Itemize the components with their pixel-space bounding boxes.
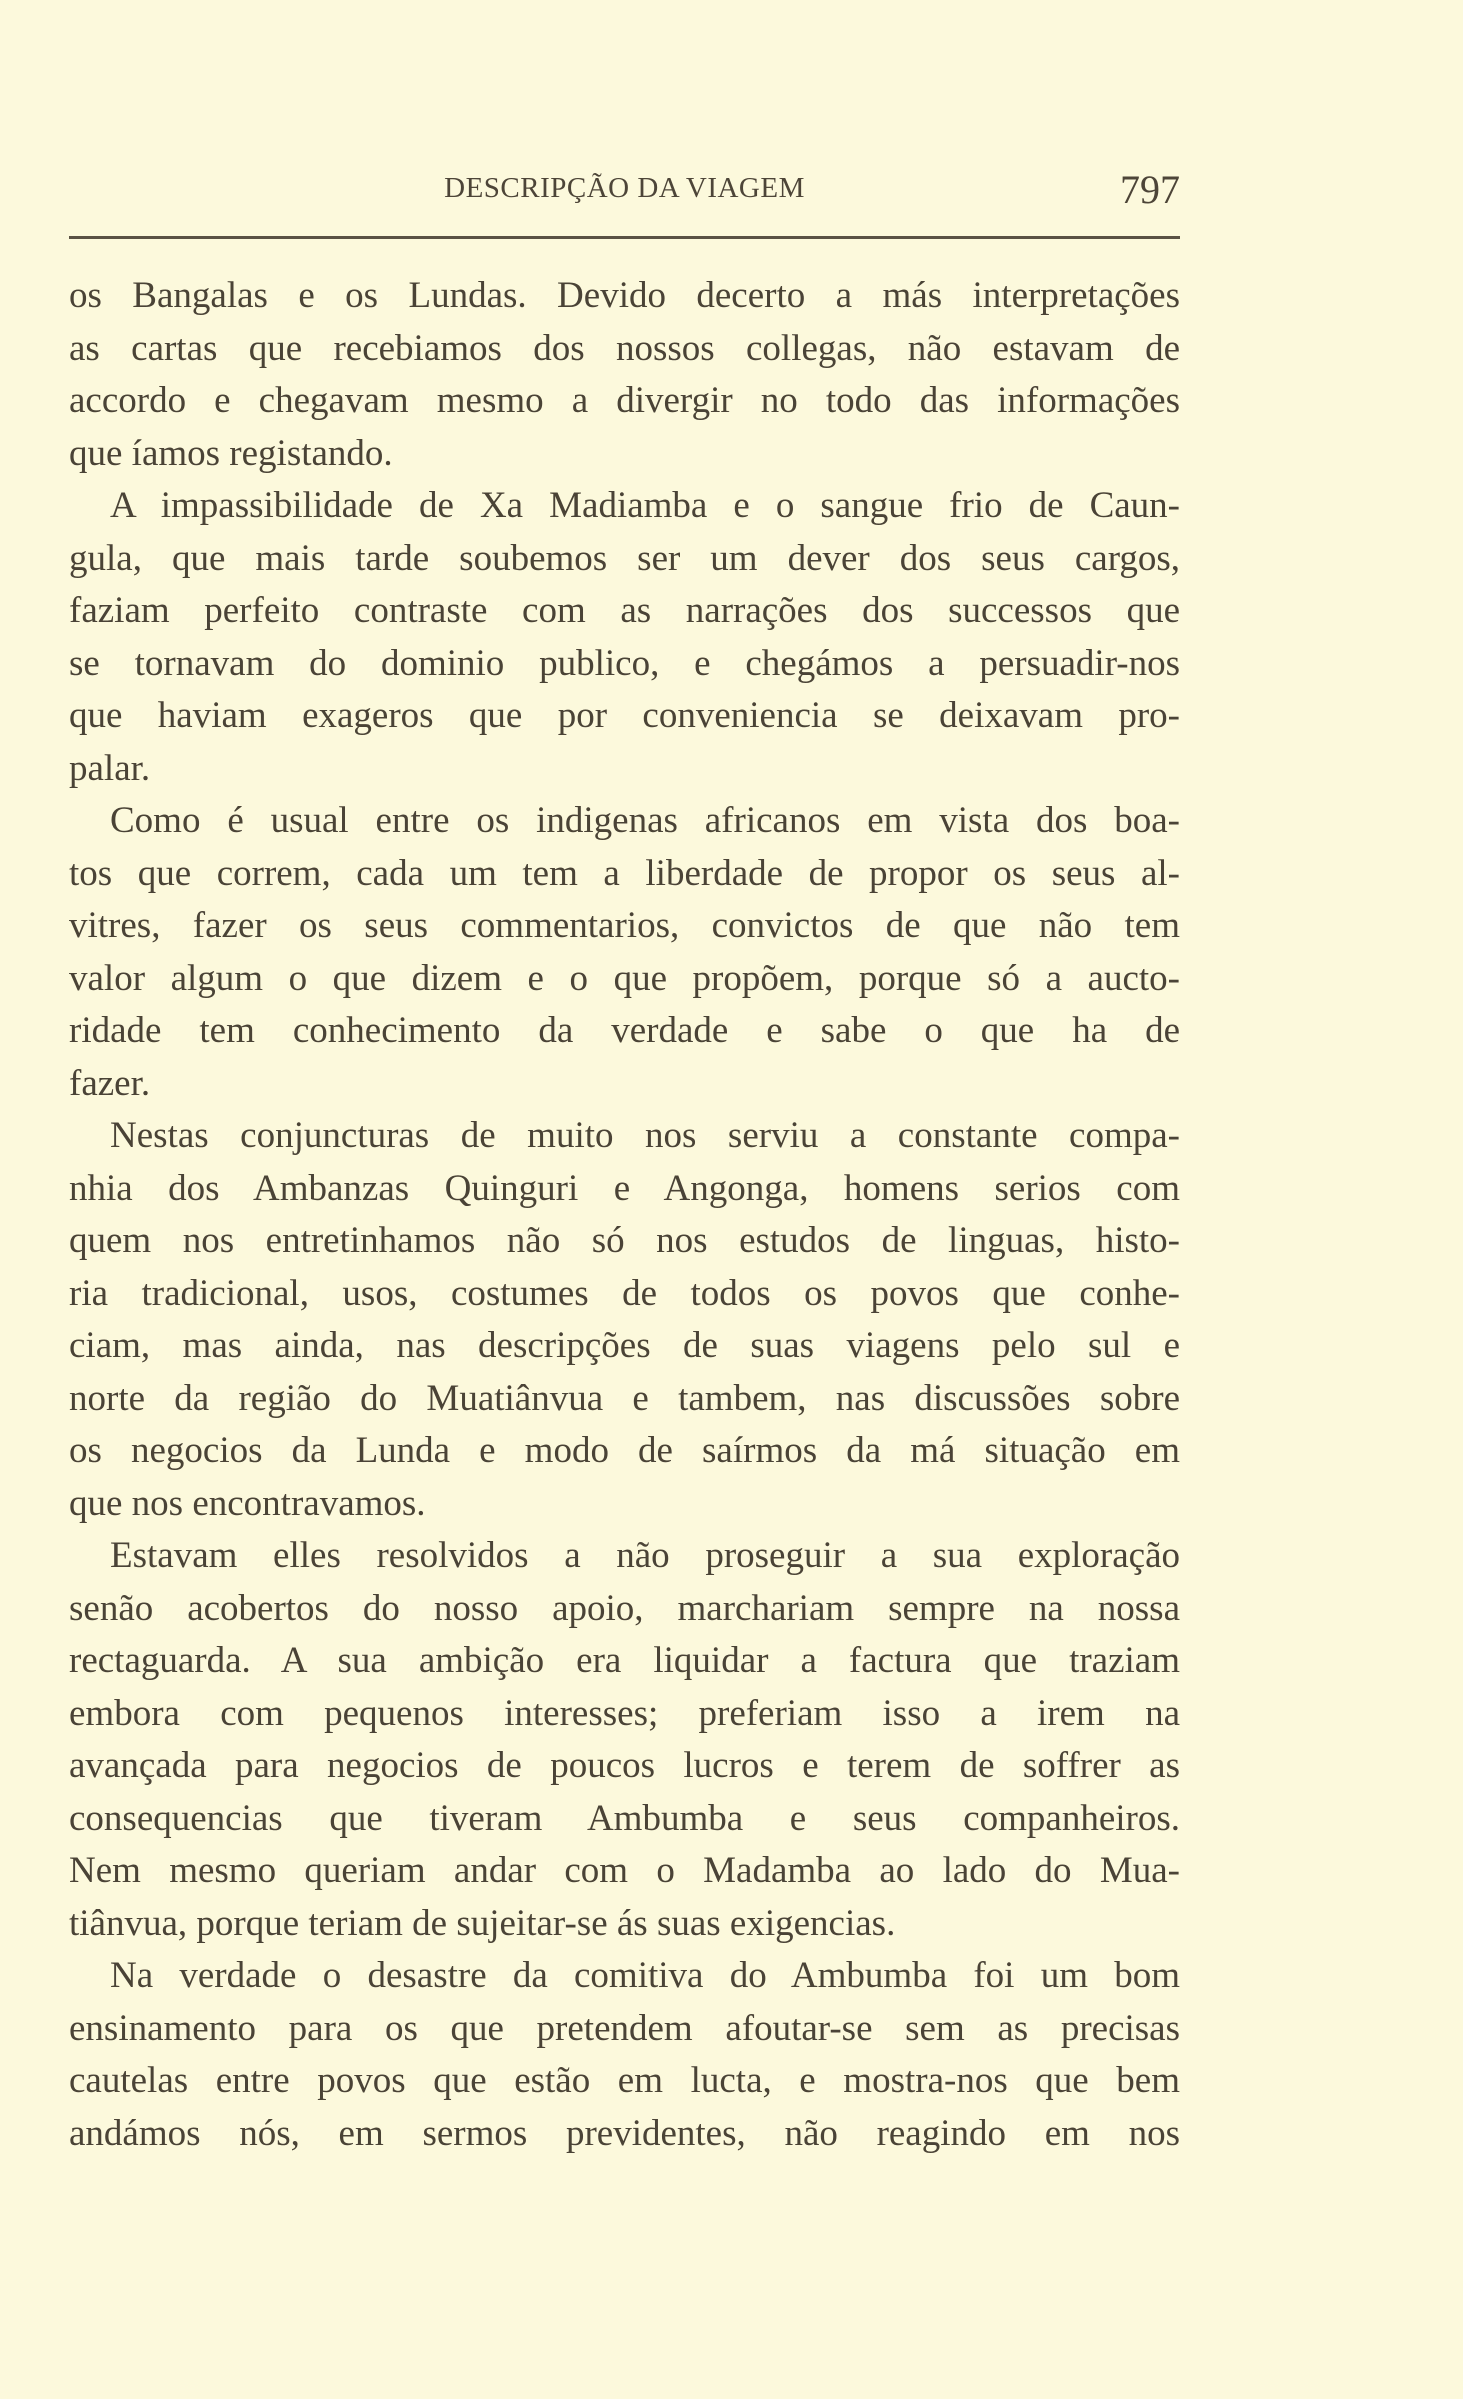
text-line: accordo e chegavam mesmo a divergir no todo das informações: [69, 380, 1180, 421]
text-line: fazer.: [69, 1062, 151, 1104]
text-line: A impassibilidade de Xa Madiamba e o sangue frio de Caun-: [110, 485, 1180, 526]
text-line: consequencias que tiveram Ambumba e seus companheiros.: [69, 1797, 1180, 1839]
paragraph: [69, 795, 1180, 1110]
text-line: nhia dos Ambanzas Quinguri e Angonga, homens serios com: [69, 1167, 1180, 1209]
text-line: que íamos registando.: [69, 432, 393, 474]
text-line: andámos nós, em sermos previdentes, não reagindo em nos: [69, 2112, 1180, 2154]
page-header: [69, 168, 1180, 212]
text-line: ridade tem conhecimento da verdade e sabe o que ha de: [69, 1010, 1180, 1051]
text-line: que haviam exageros que por conveniencia se deixavam pro-: [69, 695, 1180, 736]
text-line: embora com pequenos interesses; preferiam isso a irem na: [69, 1692, 1180, 1734]
text-line: os Bangalas e os Lundas. Devido decerto a más interpretações: [69, 275, 1180, 316]
header-rule: [69, 236, 1180, 239]
text-line: norte da região do Muatiânvua e tambem, nas discussões sobre: [69, 1377, 1180, 1419]
paragraph: [69, 1110, 1180, 1530]
text-line: vitres, fazer os seus commentarios, convictos de que não tem: [69, 905, 1180, 946]
text-line: tiânvua, porque teriam de sujeitar-se ás suas exigencias.: [69, 1902, 896, 1944]
text-line: ciam, mas ainda, nas descripções de suas viagens pelo sul e: [69, 1325, 1180, 1366]
text-line: ria tradicional, usos, costumes de todos os povos que conhe-: [69, 1272, 1180, 1314]
text-line: que nos encontravamos.: [69, 1482, 426, 1524]
text-line: gula, que mais tarde soubemos ser um dever dos seus cargos,: [69, 537, 1180, 579]
text-line: Nem mesmo queriam andar com o Madamba ao lado do Mua-: [69, 1850, 1180, 1891]
text-line: palar.: [69, 747, 151, 789]
text-line: Na verdade o desastre da comitiva do Ambumba foi um bom: [110, 1955, 1180, 1996]
page-number: 797: [1120, 167, 1180, 212]
text-line: cautelas entre povos que estão em lucta, e mostra-nos que bem: [69, 2060, 1180, 2101]
text-line: faziam perfeito contraste com as narrações dos successos que: [69, 590, 1180, 631]
text-line: as cartas que recebiamos dos nossos collegas, não estavam de: [69, 327, 1180, 369]
text-line: senão acobertos do nosso apoio, marchariam sempre na nossa: [69, 1587, 1180, 1629]
text-line: ensinamento para os que pretendem afoutar-se sem as precisas: [69, 2007, 1180, 2049]
text-line: Nestas conjuncturas de muito nos serviu a constante compa-: [110, 1115, 1180, 1156]
running-title: DESCRIPÇÃO DA VIAGEM: [444, 172, 805, 204]
text-line: se tornavam do dominio publico, e chegámos a persuadir-nos: [69, 642, 1180, 684]
text-line: Como é usual entre os indigenas africanos em vista dos boa-: [110, 800, 1180, 841]
text-line: avançada para negocios de poucos lucros e terem de soffrer as: [69, 1745, 1180, 1786]
text-line: Estavam elles resolvidos a não proseguir a sua exploração: [110, 1535, 1180, 1576]
paragraph: [69, 270, 1180, 480]
paragraph: [69, 1530, 1180, 1950]
text-line: quem nos entretinhamos não só nos estudos de linguas, histo-: [69, 1220, 1180, 1261]
text-line: os negocios da Lunda e modo de saírmos da má situação em: [69, 1430, 1180, 1471]
body-text: [69, 270, 1180, 2160]
paragraph: [69, 480, 1180, 795]
text-line: rectaguarda. A sua ambição era liquidar a factura que traziam: [69, 1640, 1180, 1681]
text-line: valor algum o que dizem e o que propõem, porque só a aucto-: [69, 957, 1180, 999]
text-line: tos que correm, cada um tem a liberdade de propor os seus al-: [69, 852, 1180, 894]
paragraph: [69, 1950, 1180, 2160]
